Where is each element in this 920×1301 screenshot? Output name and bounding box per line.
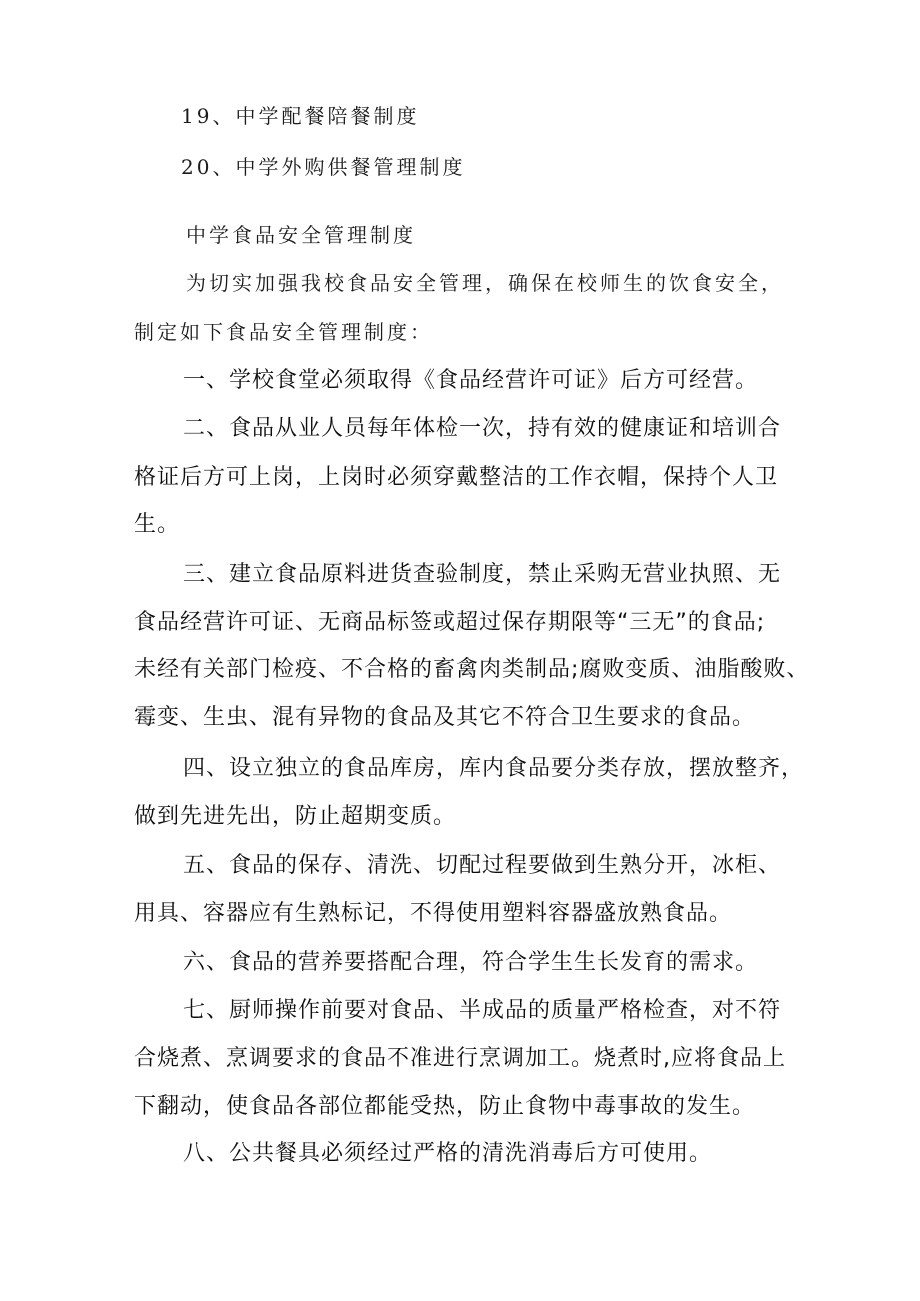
rule-1: 一、学校食堂必须取得《食品经营许可证》后方可经营。 (183, 368, 759, 393)
intro-line: 为切实加强我校食品安全管理，确保在校师生的饮食安全， (186, 271, 784, 295)
rule-4-line: 四、设立独立的食品库房，库内食品要分类存放，摆放整齐， (183, 756, 805, 781)
rule-4-line: 做到先进先出，防止超期变质。 (134, 804, 457, 829)
rule-7-line: 七、厨师操作前要对食品、半成品的质量严格检查，对不符 (183, 998, 782, 1023)
rule-2-line: 格证后方可上岗，上岗时必须穿戴整洁的工作衣帽，保持个人卫 (134, 465, 779, 490)
rule-5-line: 用具、容器应有生熟标记，不得使用塑料容器盛放熟食品。 (134, 901, 733, 926)
rule-6: 六、食品的营养要搭配合理，符合学生生长发育的需求。 (183, 950, 759, 975)
rule-7-line: 下翻动，使食品各部位都能受热，防止食物中毒事故的发生。 (134, 1094, 756, 1119)
rule-3-line: 食品经营许可证、无商品标签或超过保存期限等“三无”的食品; (134, 610, 766, 635)
rule-3-line: 三、建立食品原料进货查验制度，禁止采购无营业执照、无 (183, 562, 782, 587)
section-title: 中学食品安全管理制度 (186, 223, 416, 247)
rule-5-line: 五、食品的保存、清洗、切配过程要做到生熟分开，冰柜、 (183, 853, 782, 878)
rule-7-line: 合烧煮、烹调要求的食品不准进行烹调加工。烧煮时,应将食品上 (134, 1046, 786, 1071)
toc-item-19: 19、中学配餐陪餐制度 (181, 104, 420, 128)
rule-3-line: 霉变、生虫、混有异物的食品及其它不符合卫生要求的食品。 (134, 705, 756, 730)
intro-line: 制定如下食品安全管理制度： (134, 320, 433, 344)
rule-3-line: 未经有关部门检疫、不合格的畜禽肉类制品;腐败变质、油脂酸败、 (134, 657, 810, 682)
rule-8: 八、公共餐具必须经过严格的清洗消毒后方可使用。 (183, 1141, 713, 1166)
toc-item-20: 20、中学外购供餐管理制度 (181, 155, 466, 179)
rule-2-line: 二、食品从业人员每年体检一次，持有效的健康证和培训合 (183, 416, 782, 441)
rule-2-line: 生。 (134, 512, 181, 537)
